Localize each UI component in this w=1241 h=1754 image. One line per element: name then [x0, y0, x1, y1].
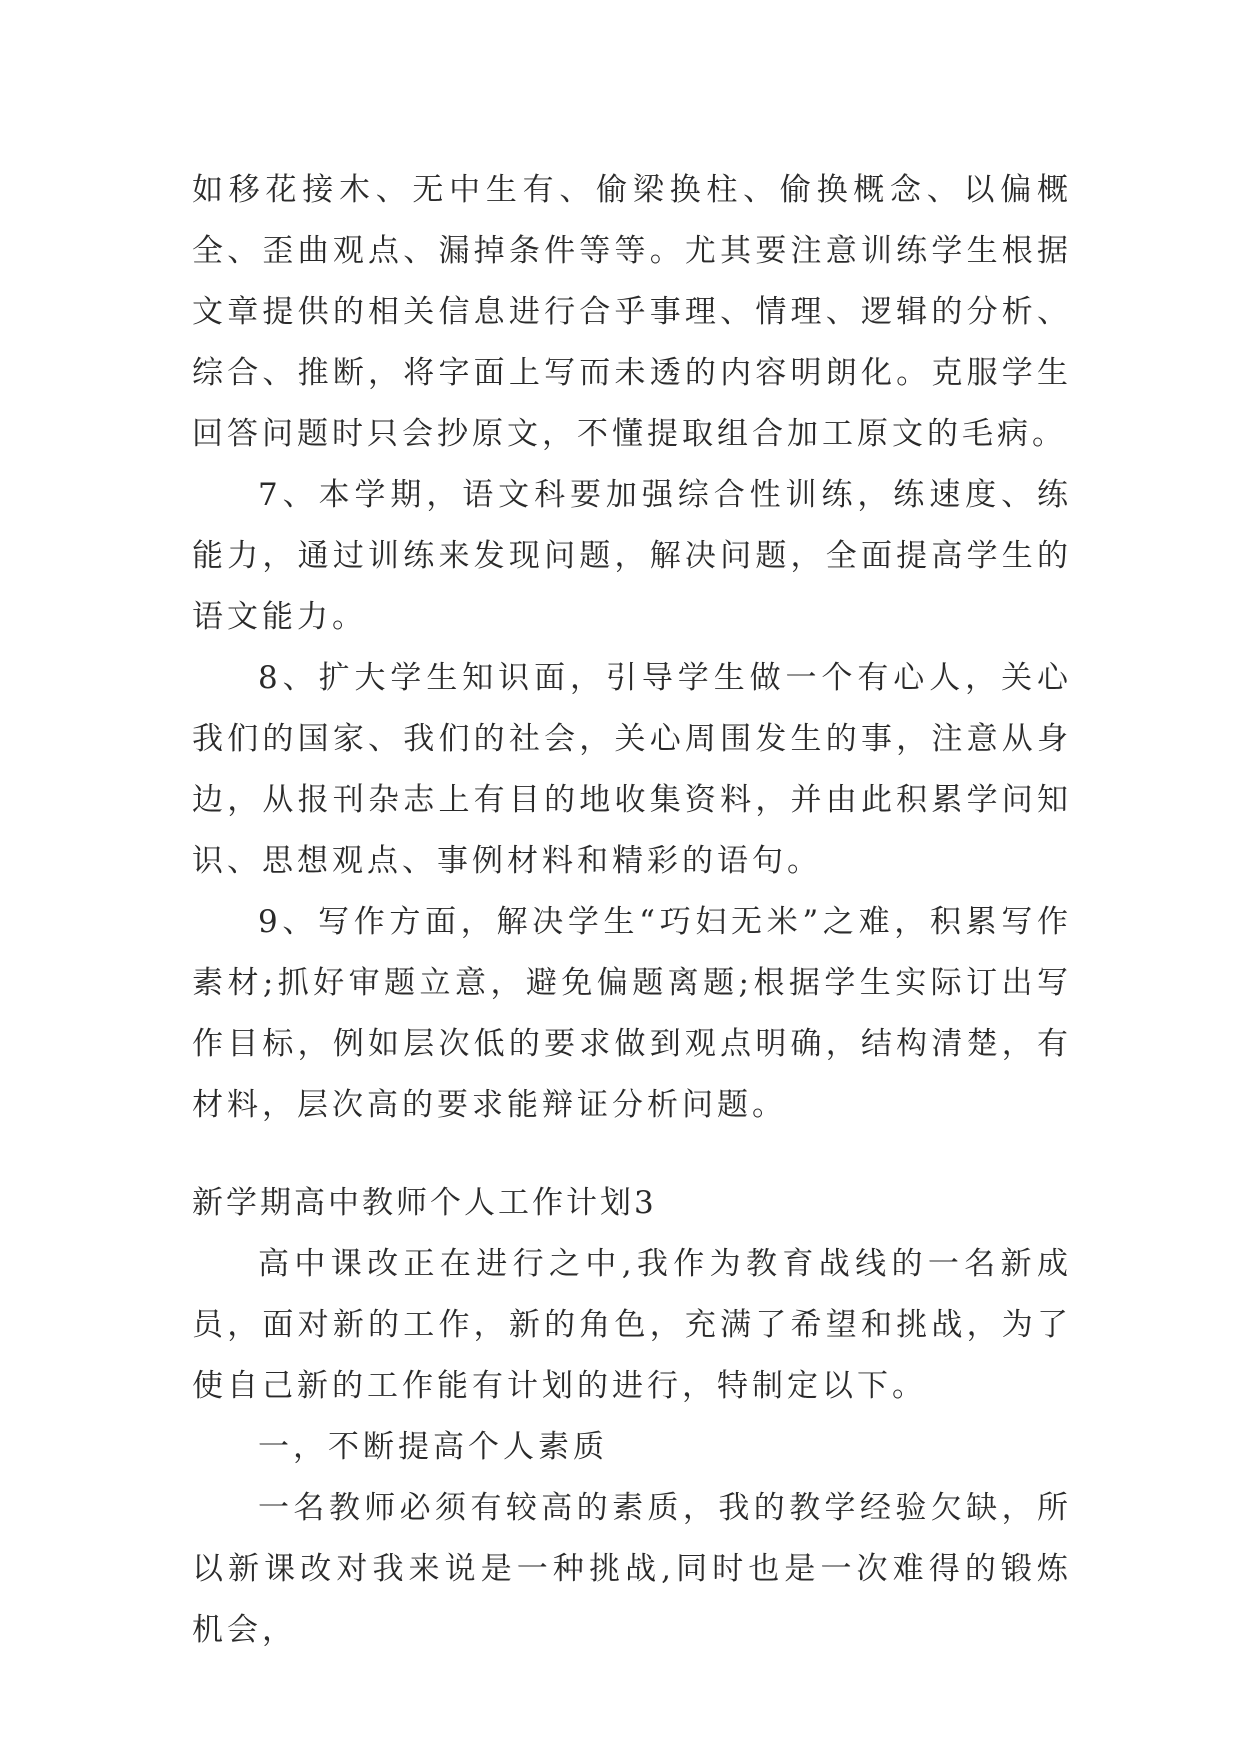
paragraph-continued: 如移花接木、无中生有、偷梁换柱、偷换概念、以偏概全、歪曲观点、漏掉条件等等。尤其要注意训练学生根据文章提供的相关信息进行合乎事理、情理、逻辑的分析、综合、推断，将字面上写而未透的内容明朗化。克服学生回答问题时只会抄原文，不懂提取组合加工原文的毛病。	[192, 172, 1072, 452]
document-body	[192, 160, 1072, 1661]
paragraph-teacher-quality: 一名教师必须有较高的素质，我的教学经验欠缺，所以新课改对我来说是一种挑战,同时也是一次难得的锻炼机会，	[192, 1490, 1072, 1648]
subheading-improve-quality: 一，不断提高个人素质	[258, 1429, 608, 1465]
paragraph-intro: 高中课改正在进行之中,我作为教育战线的一名新成员，面对新的工作，新的角色，充满了希望和挑战，为了使自己新的工作能有计划的进行，特制定以下。	[192, 1246, 1072, 1404]
section-title: 新学期高中教师个人工作计划3	[192, 1185, 657, 1221]
paragraph-item-7: 7、本学期，语文科要加强综合性训练，练速度、练能力，通过训练来发现问题，解决问题，全面提高学生的语文能力。	[192, 477, 1072, 635]
paragraph-item-9: 9、写作方面，解决学生“巧妇无米”之难，积累写作素材;抓好审题立意，避免偏题离题;根据学生实际订出写作目标，例如层次低的要求做到观点明确，结构清楚，有材料，层次高的要求能辩证分析问题。	[192, 904, 1072, 1123]
paragraph-item-8: 8、扩大学生知识面，引导学生做一个有心人，关心我们的国家、我们的社会，关心周围发生的事，注意从身边，从报刊杂志上有目的地收集资料，并由此积累学问知识、思想观点、事例材料和精彩的语句。	[192, 660, 1072, 879]
